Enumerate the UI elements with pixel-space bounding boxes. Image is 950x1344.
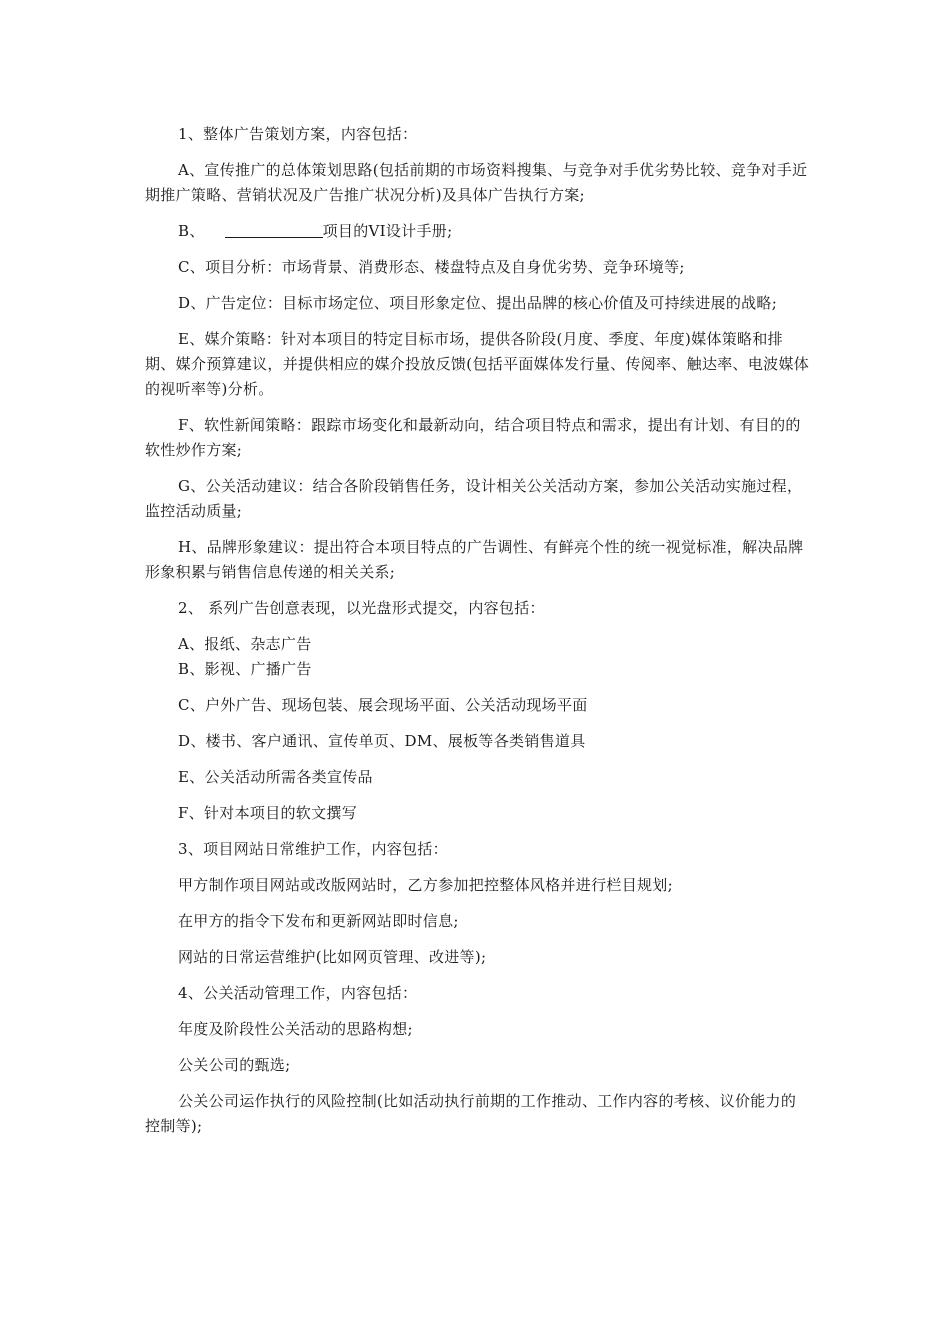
document-body	[145, 122, 810, 1139]
section-3-item-2: 在甲方的指令下发布和更新网站即时信息;	[178, 912, 459, 930]
section-1-item-g: G、公关活动建议：结合各阶段销售任务，设计相关公关活动方案，参加公关活动实施过程，监控活动质量;	[145, 477, 803, 520]
section-4-heading: 4、公关活动管理工作，内容包括：	[178, 984, 418, 1002]
section-3-item-3: 网站的日常运营维护(比如网页管理、改进等);	[178, 948, 487, 966]
section-1-item-d: D、广告定位：目标市场定位、项目形象定位、提出品牌的核心价值及可持续进展的战略;	[178, 294, 778, 312]
section-2-item-a: A、报纸、杂志广告	[178, 635, 312, 653]
item-b-text: 项目的VI设计手册;	[322, 222, 453, 240]
section-1-item-c: C、项目分析：市场背景、消费形态、楼盘特点及自身优劣势、竞争环境等;	[178, 258, 685, 276]
section-4-item-3: 公关公司运作执行的风险控制(比如活动执行前期的工作推动、工作内容的考核、议价能力的控制等);	[145, 1092, 797, 1135]
section-3-heading: 3、项目网站日常维护工作，内容包括：	[178, 840, 448, 858]
section-2-item-b: B、影视、广播广告	[178, 660, 312, 678]
section-4-item-2: 公关公司的甄选;	[178, 1056, 291, 1074]
item-b-label: B、	[178, 222, 205, 240]
section-3-item-1: 甲方制作项目网站或改版网站时，乙方参加把控整体风格并进行栏目规划;	[178, 876, 673, 894]
section-2-item-d: D、楼书、客户通讯、宣传单页、DM、展板等各类销售道具	[178, 732, 586, 750]
section-2-item-c: C、户外广告、现场包装、展会现场平面、公关活动现场平面	[178, 696, 588, 714]
section-4-item-1: 年度及阶段性公关活动的思路构想;	[178, 1020, 413, 1038]
section-1-item-f: F、软性新闻策略：跟踪市场变化和最新动向，结合项目特点和需求，提出有计划、有目的的软性炒作方案;	[145, 416, 801, 459]
blank-underline	[225, 221, 323, 238]
section-1-heading: 1、整体广告策划方案，内容包括：	[178, 125, 418, 143]
section-1-item-h: H、品牌形象建议：提出符合本项目特点的广告调性、有鲜亮个性的统一视觉标准，解决品牌形象积累与销售信息传递的相关关系;	[145, 538, 804, 581]
section-1-item-a: A、宣传推广的总体策划思路(包括前期的市场资料搜集、与竞争对手优劣势比较、竞争对手近期推广策略、营销状况及广告推广状况分析)及具体广告执行方案;	[145, 161, 808, 204]
section-2-item-e: E、公关活动所需各类宣传品	[178, 768, 373, 786]
section-1-item-e: E、媒介策略：针对本项目的特定目标市场，提供各阶段(月度、季度、年度)媒体策略和排期、媒介预算建议，并提供相应的媒介投放反馈(包括平面媒体发行量、传阅率、触达率、电波媒体的视听率等)分析。	[145, 330, 810, 398]
section-1-item-b	[145, 219, 810, 244]
section-2-item-f: F、针对本项目的软文撰写	[178, 804, 358, 822]
section-2-heading: 2、 系列广告创意表现，以光盘形式提交，内容包括：	[178, 599, 545, 617]
